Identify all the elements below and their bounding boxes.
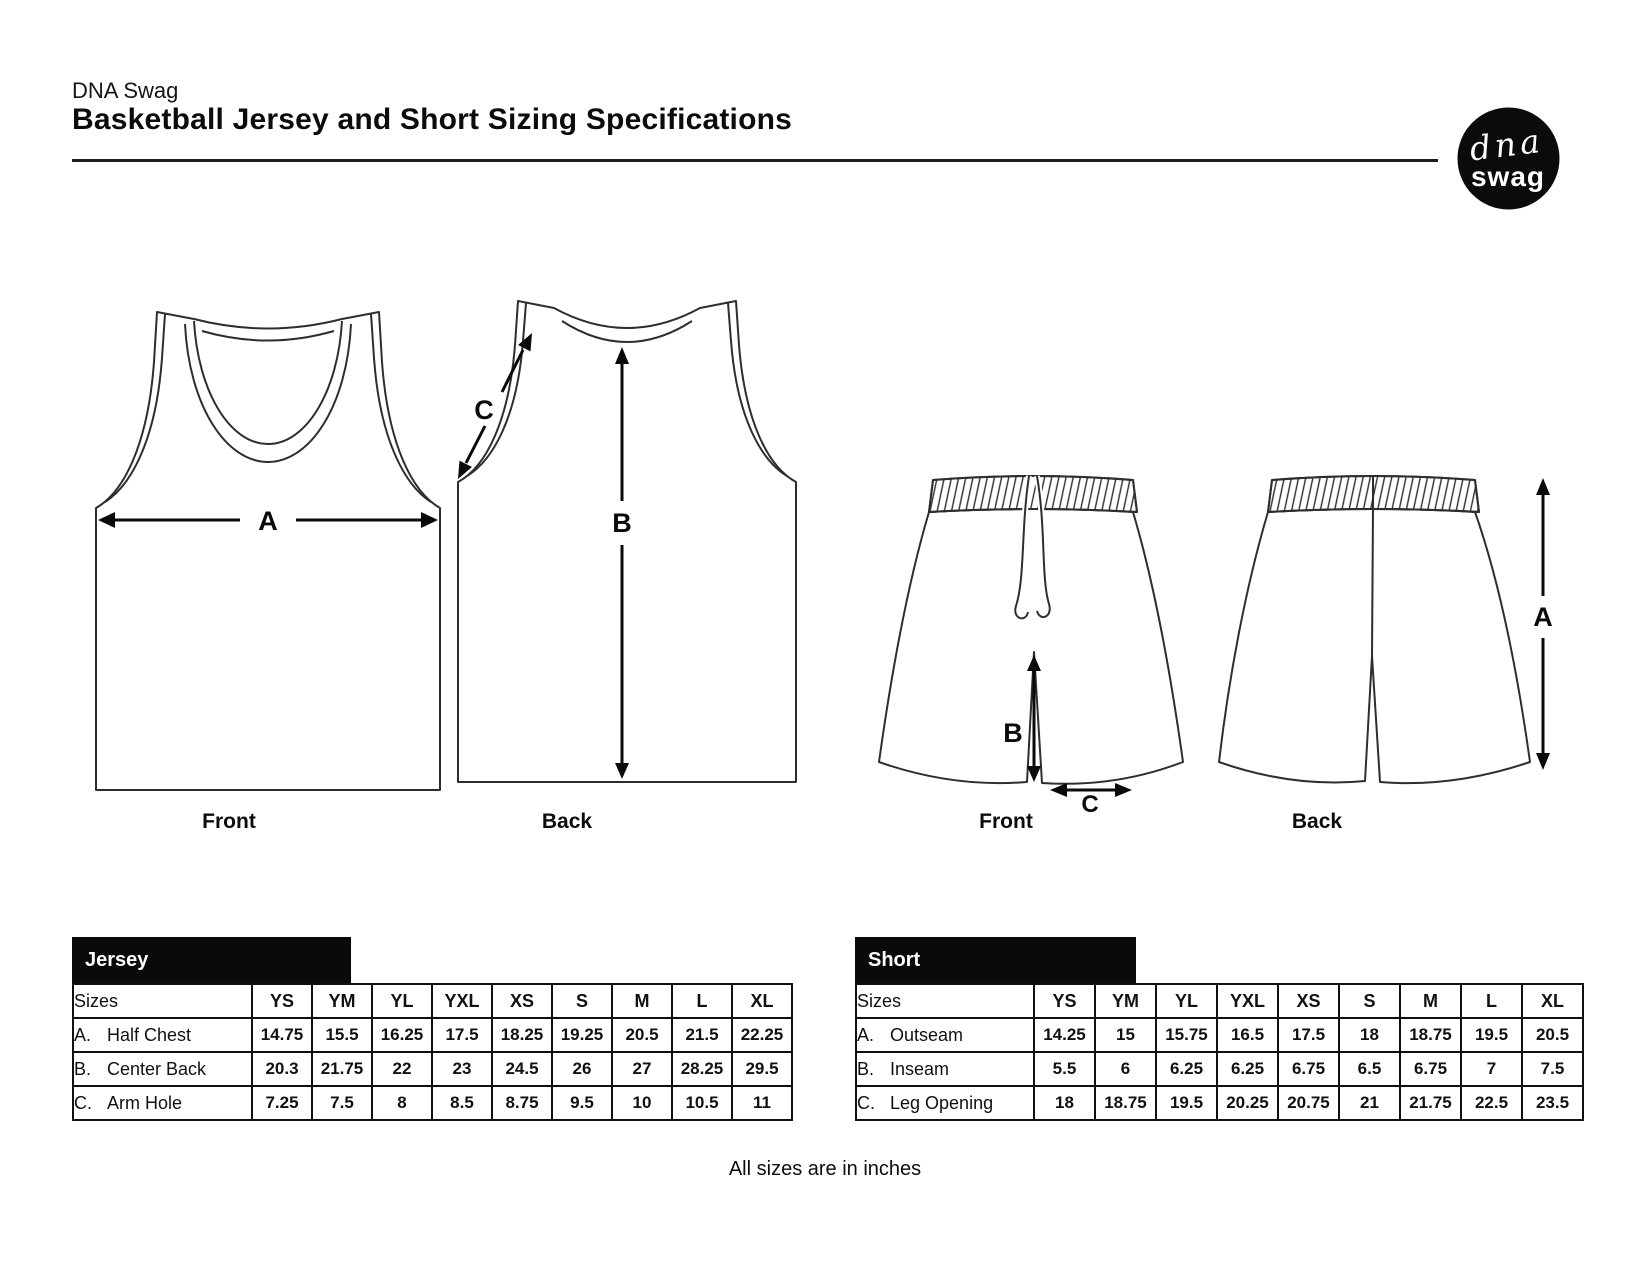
spec-row-name: Center Back — [107, 1058, 207, 1079]
spec-row — [856, 1052, 1583, 1086]
spec-row-label — [856, 1018, 1034, 1052]
short-front-diagram — [865, 466, 1197, 813]
size-value-cell: 23 — [432, 1052, 492, 1086]
size-value-cell: 22.5 — [1461, 1086, 1522, 1120]
size-code-header: YXL — [1217, 984, 1278, 1018]
short-back-caption: Back — [1291, 810, 1343, 833]
size-value-cell: 14.25 — [1034, 1018, 1095, 1052]
size-value-cell: 20.5 — [1522, 1018, 1583, 1052]
size-code-header: YM — [312, 984, 372, 1018]
size-value-cell: 20.3 — [252, 1052, 312, 1086]
short-size-table — [855, 983, 1584, 1121]
size-value-cell: 19.25 — [552, 1018, 612, 1052]
spec-row-name: Outseam — [890, 1024, 964, 1045]
spec-row — [73, 1018, 792, 1052]
spec-row-label — [856, 1086, 1034, 1120]
size-value-cell: 7.5 — [1522, 1052, 1583, 1086]
spec-row-key: A. — [857, 1024, 875, 1045]
jersey-table-tab: Jersey — [72, 937, 351, 983]
sizes-column-header: Sizes — [73, 984, 252, 1018]
size-value-cell: 23.5 — [1522, 1086, 1583, 1120]
size-value-cell: 11 — [732, 1086, 792, 1120]
size-code-header: M — [1400, 984, 1461, 1018]
short-back-diagram — [1205, 466, 1560, 813]
size-value-cell: 27 — [612, 1052, 672, 1086]
size-value-cell: 5.5 — [1034, 1052, 1095, 1086]
size-value-cell: 10.5 — [672, 1086, 732, 1120]
size-value-cell: 28.25 — [672, 1052, 732, 1086]
spec-row-name: Arm Hole — [107, 1092, 183, 1113]
size-value-cell: 20.5 — [612, 1018, 672, 1052]
size-value-cell: 15.75 — [1156, 1018, 1217, 1052]
spec-row-key: C. — [857, 1092, 875, 1113]
size-code-header: YM — [1095, 984, 1156, 1018]
logo-script-word: dna — [1467, 120, 1546, 169]
jersey-arrow-b-label: B — [612, 508, 632, 538]
size-value-cell: 8.5 — [432, 1086, 492, 1120]
size-value-cell: 6.5 — [1339, 1052, 1400, 1086]
size-value-cell: 18.25 — [492, 1018, 552, 1052]
size-value-cell: 6.75 — [1400, 1052, 1461, 1086]
spec-row-name: Leg Opening — [890, 1092, 994, 1113]
size-code-header: YS — [252, 984, 312, 1018]
header-divider — [72, 159, 1438, 162]
size-value-cell: 26 — [552, 1052, 612, 1086]
short-arrow-c-label: C — [1081, 791, 1099, 813]
logo-circle-icon — [1457, 107, 1560, 210]
spec-row-label — [73, 1018, 252, 1052]
size-value-cell: 15.5 — [312, 1018, 372, 1052]
jersey-front-caption: Front — [202, 810, 256, 833]
size-value-cell: 29.5 — [732, 1052, 792, 1086]
dna-swag-logo — [1457, 107, 1560, 210]
size-value-cell: 6.25 — [1156, 1052, 1217, 1086]
size-code-header: YS — [1034, 984, 1095, 1018]
spec-row-key: C. — [74, 1092, 92, 1113]
size-value-cell: 18.75 — [1095, 1086, 1156, 1120]
spec-row-key: A. — [74, 1024, 92, 1045]
size-value-cell: 6.75 — [1278, 1052, 1339, 1086]
size-value-cell: 6 — [1095, 1052, 1156, 1086]
size-value-cell: 22.25 — [732, 1018, 792, 1052]
spec-row — [73, 1086, 792, 1120]
logo-bold-word: swag — [1470, 161, 1546, 192]
size-value-cell: 20.75 — [1278, 1086, 1339, 1120]
size-code-header: L — [672, 984, 732, 1018]
size-code-header: YL — [372, 984, 432, 1018]
size-value-cell: 17.5 — [432, 1018, 492, 1052]
size-value-cell: 21.75 — [1400, 1086, 1461, 1120]
size-value-cell: 9.5 — [552, 1086, 612, 1120]
size-code-header: XS — [492, 984, 552, 1018]
spec-row-key: B. — [74, 1058, 92, 1079]
size-value-cell: 21 — [1339, 1086, 1400, 1120]
size-value-cell: 16.25 — [372, 1018, 432, 1052]
size-value-cell: 18 — [1339, 1018, 1400, 1052]
size-value-cell: 22 — [372, 1052, 432, 1086]
size-value-cell: 19.5 — [1461, 1018, 1522, 1052]
size-value-cell: 14.75 — [252, 1018, 312, 1052]
jersey-size-table — [72, 983, 793, 1121]
spec-row-name: Inseam — [890, 1058, 950, 1079]
units-note: All sizes are in inches — [728, 1158, 922, 1180]
short-front-caption: Front — [979, 810, 1033, 833]
size-value-cell: 10 — [612, 1086, 672, 1120]
size-value-cell: 7.5 — [312, 1086, 372, 1120]
size-value-cell: 7.25 — [252, 1086, 312, 1120]
spec-row-label — [856, 1052, 1034, 1086]
size-value-cell: 16.5 — [1217, 1018, 1278, 1052]
spec-row-label — [73, 1086, 252, 1120]
size-code-header: YL — [1156, 984, 1217, 1018]
size-code-header: L — [1461, 984, 1522, 1018]
short-table-tab: Short — [855, 937, 1136, 983]
short-arrow-a-label: A — [1533, 602, 1553, 632]
size-value-cell: 8 — [372, 1086, 432, 1120]
size-value-cell: 21.5 — [672, 1018, 732, 1052]
sizes-column-header: Sizes — [856, 984, 1034, 1018]
size-code-header: XL — [732, 984, 792, 1018]
size-value-cell: 17.5 — [1278, 1018, 1339, 1052]
jersey-arrow-a-label: A — [258, 506, 278, 536]
spec-row-key: B. — [857, 1058, 875, 1079]
size-code-header: YXL — [432, 984, 492, 1018]
size-value-cell: 7 — [1461, 1052, 1522, 1086]
size-value-cell: 18 — [1034, 1086, 1095, 1120]
size-value-cell: 19.5 — [1156, 1086, 1217, 1120]
jersey-arrow-c-label: C — [474, 395, 494, 425]
spec-row-label — [73, 1052, 252, 1086]
size-value-cell: 18.75 — [1400, 1018, 1461, 1052]
brand-name: DNA Swag — [72, 78, 179, 103]
spec-row-name: Half Chest — [107, 1024, 192, 1045]
spec-row — [856, 1086, 1583, 1120]
spec-row — [73, 1052, 792, 1086]
size-value-cell: 8.75 — [492, 1086, 552, 1120]
size-code-header: XL — [1522, 984, 1583, 1018]
jersey-front-diagram — [90, 296, 446, 798]
size-code-header: S — [552, 984, 612, 1018]
short-arrow-b-label: B — [1003, 718, 1023, 748]
jersey-back-diagram — [452, 293, 802, 800]
size-value-cell: 21.75 — [312, 1052, 372, 1086]
size-code-header: S — [1339, 984, 1400, 1018]
size-value-cell: 20.25 — [1217, 1086, 1278, 1120]
page-title: Basketball Jersey and Short Sizing Specifications — [72, 103, 793, 136]
size-code-header: XS — [1278, 984, 1339, 1018]
size-value-cell: 24.5 — [492, 1052, 552, 1086]
size-value-cell: 15 — [1095, 1018, 1156, 1052]
size-value-cell: 6.25 — [1217, 1052, 1278, 1086]
jersey-back-caption: Back — [541, 810, 593, 833]
spec-row — [856, 1018, 1583, 1052]
size-code-header: M — [612, 984, 672, 1018]
